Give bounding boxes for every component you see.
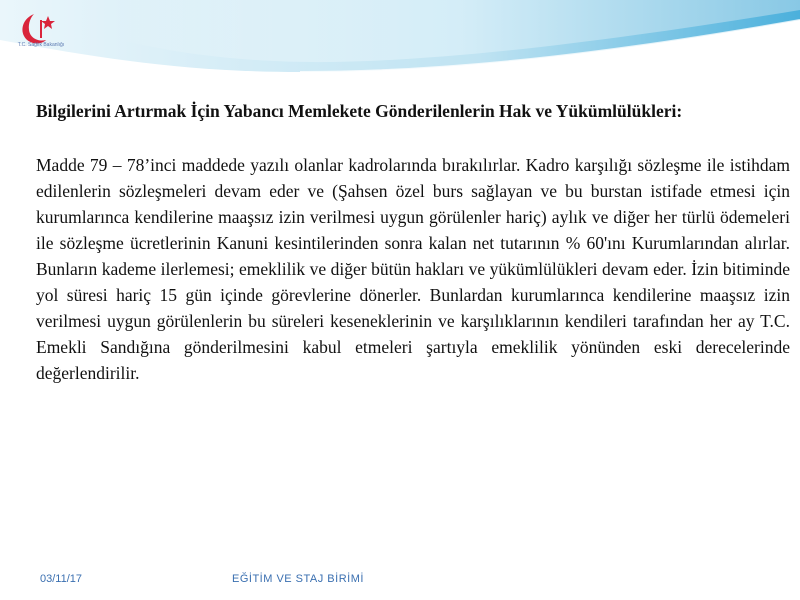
slide-body-text: Madde 79 – 78’inci maddede yazılı olanlar kadrolarında bırakılırlar. Kadro karşılığı sözleşme ile istihdam edilenlerin sözleşmeleri devam eder ve (Şahsen özel burs sağlayan ve bu burstan istifade etmesi için kurumlarınca kendilerine maaşsız izin verilmesi uygun görülenler hariç) aylık ve diğer her türlü ödemeleri ile sözleşme ücretlerinin Kanuni kesintilerinden sonra kalan net tutarının % 60'ını Kurumlarından alırlar. Bunların kademe ilerlemesi; emeklilik ve diğer bütün hakları ve yükümlülükleri devam eder. İzin bitiminde yol süresi hariç 15 gün içinde görevlerine dönerler. Bunlardan kurumlarınca kendilerine maaşsız izin verilmesi uygun görülenlerin bu süreleri keseneklerinin ve karşılıklarının kendileri tarafından her ay T.C. Emekli Sandığına gönderilmesini kabul etmeleri şartıyla emeklilik yönünden eski derecelerinde değerlendirilir.	[36, 155, 790, 383]
ministry-logo-icon	[12, 6, 72, 68]
slide-footer	[0, 573, 800, 591]
logo-caption: T.C. Sağlık Bakanlığı	[17, 42, 65, 48]
slide-content	[36, 98, 790, 386]
header-wave-decoration	[0, 0, 800, 110]
footer-unit-name: EĞİTİM VE STAJ BİRİMİ	[232, 573, 364, 585]
footer-date: 03/11/17	[40, 573, 83, 585]
slide-heading: Bilgilerini Artırmak İçin Yabancı Memlekete Gönderilenlerin Hak ve Yükümlülükleri:	[36, 101, 683, 121]
